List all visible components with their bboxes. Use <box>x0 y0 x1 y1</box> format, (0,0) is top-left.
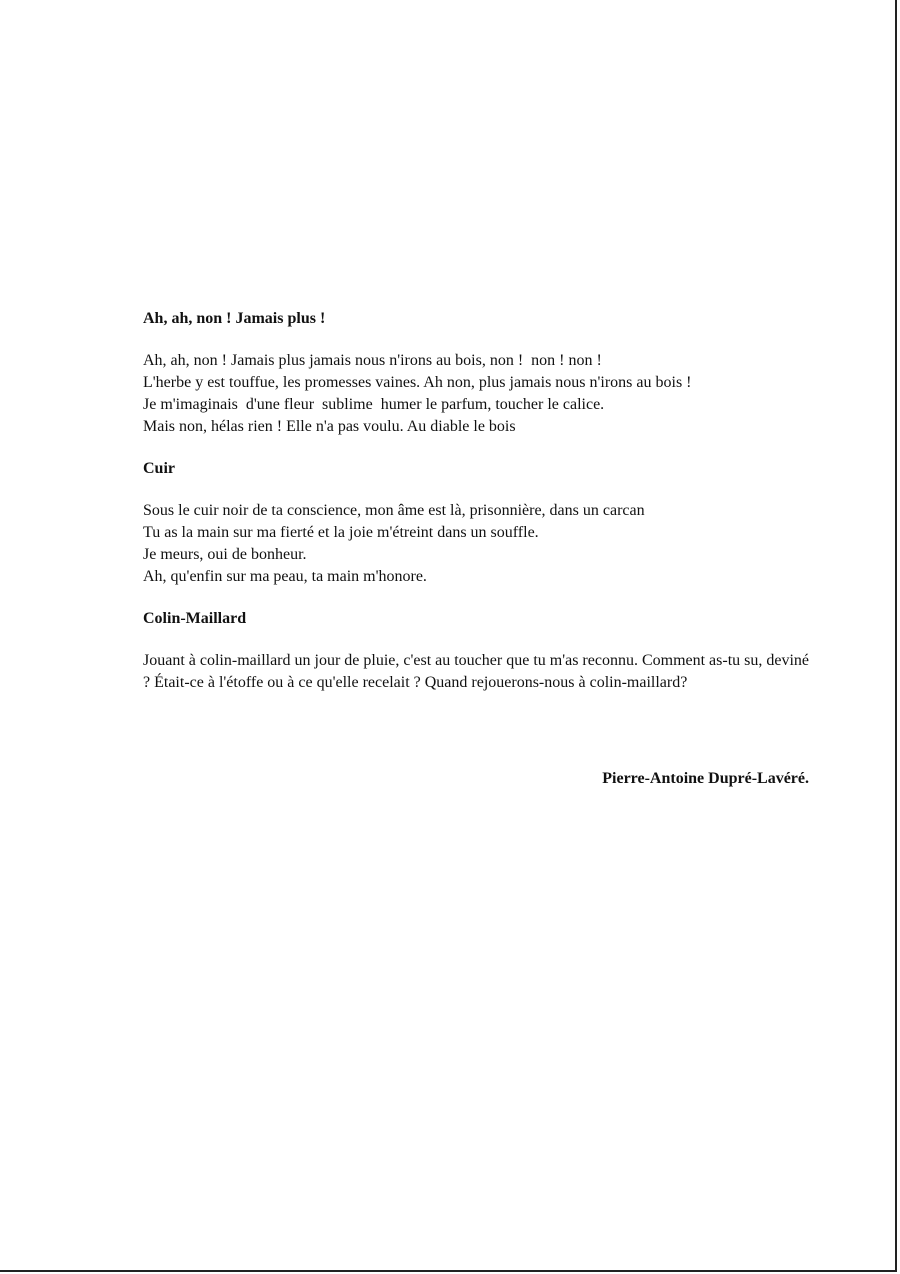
poem-line: Ah, qu'enfin sur ma peau, ta main m'honore. <box>143 568 427 585</box>
poem-line: Sous le cuir noir de ta conscience, mon âme est là, prisonnière, dans un carcan <box>143 502 645 519</box>
poem-line: Je m'imaginais d'une fleur sublime humer le parfum, toucher le calice. <box>143 396 605 413</box>
poem-body <box>143 500 815 588</box>
poem-line: Tu as la main sur ma fierté et la joie m'étreint dans un souffle. <box>143 524 539 541</box>
author-signature: Pierre-Antoine Dupré-Lavéré. <box>602 770 809 787</box>
poem-line: Mais non, hélas rien ! Elle n'a pas voulu. Au diable le bois <box>143 418 516 435</box>
poem-prose: Jouant à colin-maillard un jour de pluie, c'est au toucher que tu m'as reconnu. Comment as-tu su, deviné ? Était-ce à l'étoffe ou à ce qu'elle recelait ? Quand rejouerons-nous à colin-maillard? <box>143 652 810 691</box>
poem-title: Ah, ah, non ! Jamais plus ! <box>143 310 326 327</box>
poem-title: Colin-Maillard <box>143 610 247 627</box>
poem-collection <box>143 308 815 694</box>
poem-body <box>143 350 815 438</box>
poem-line: Je meurs, oui de bonheur. <box>143 546 307 563</box>
poem-title: Cuir <box>143 460 175 477</box>
poem-line: L'herbe y est touffue, les promesses vaines. Ah non, plus jamais nous n'irons au bois ! <box>143 374 692 391</box>
poem-line: Ah, ah, non ! Jamais plus jamais nous n'irons au bois, non ! non ! non ! <box>143 352 602 369</box>
